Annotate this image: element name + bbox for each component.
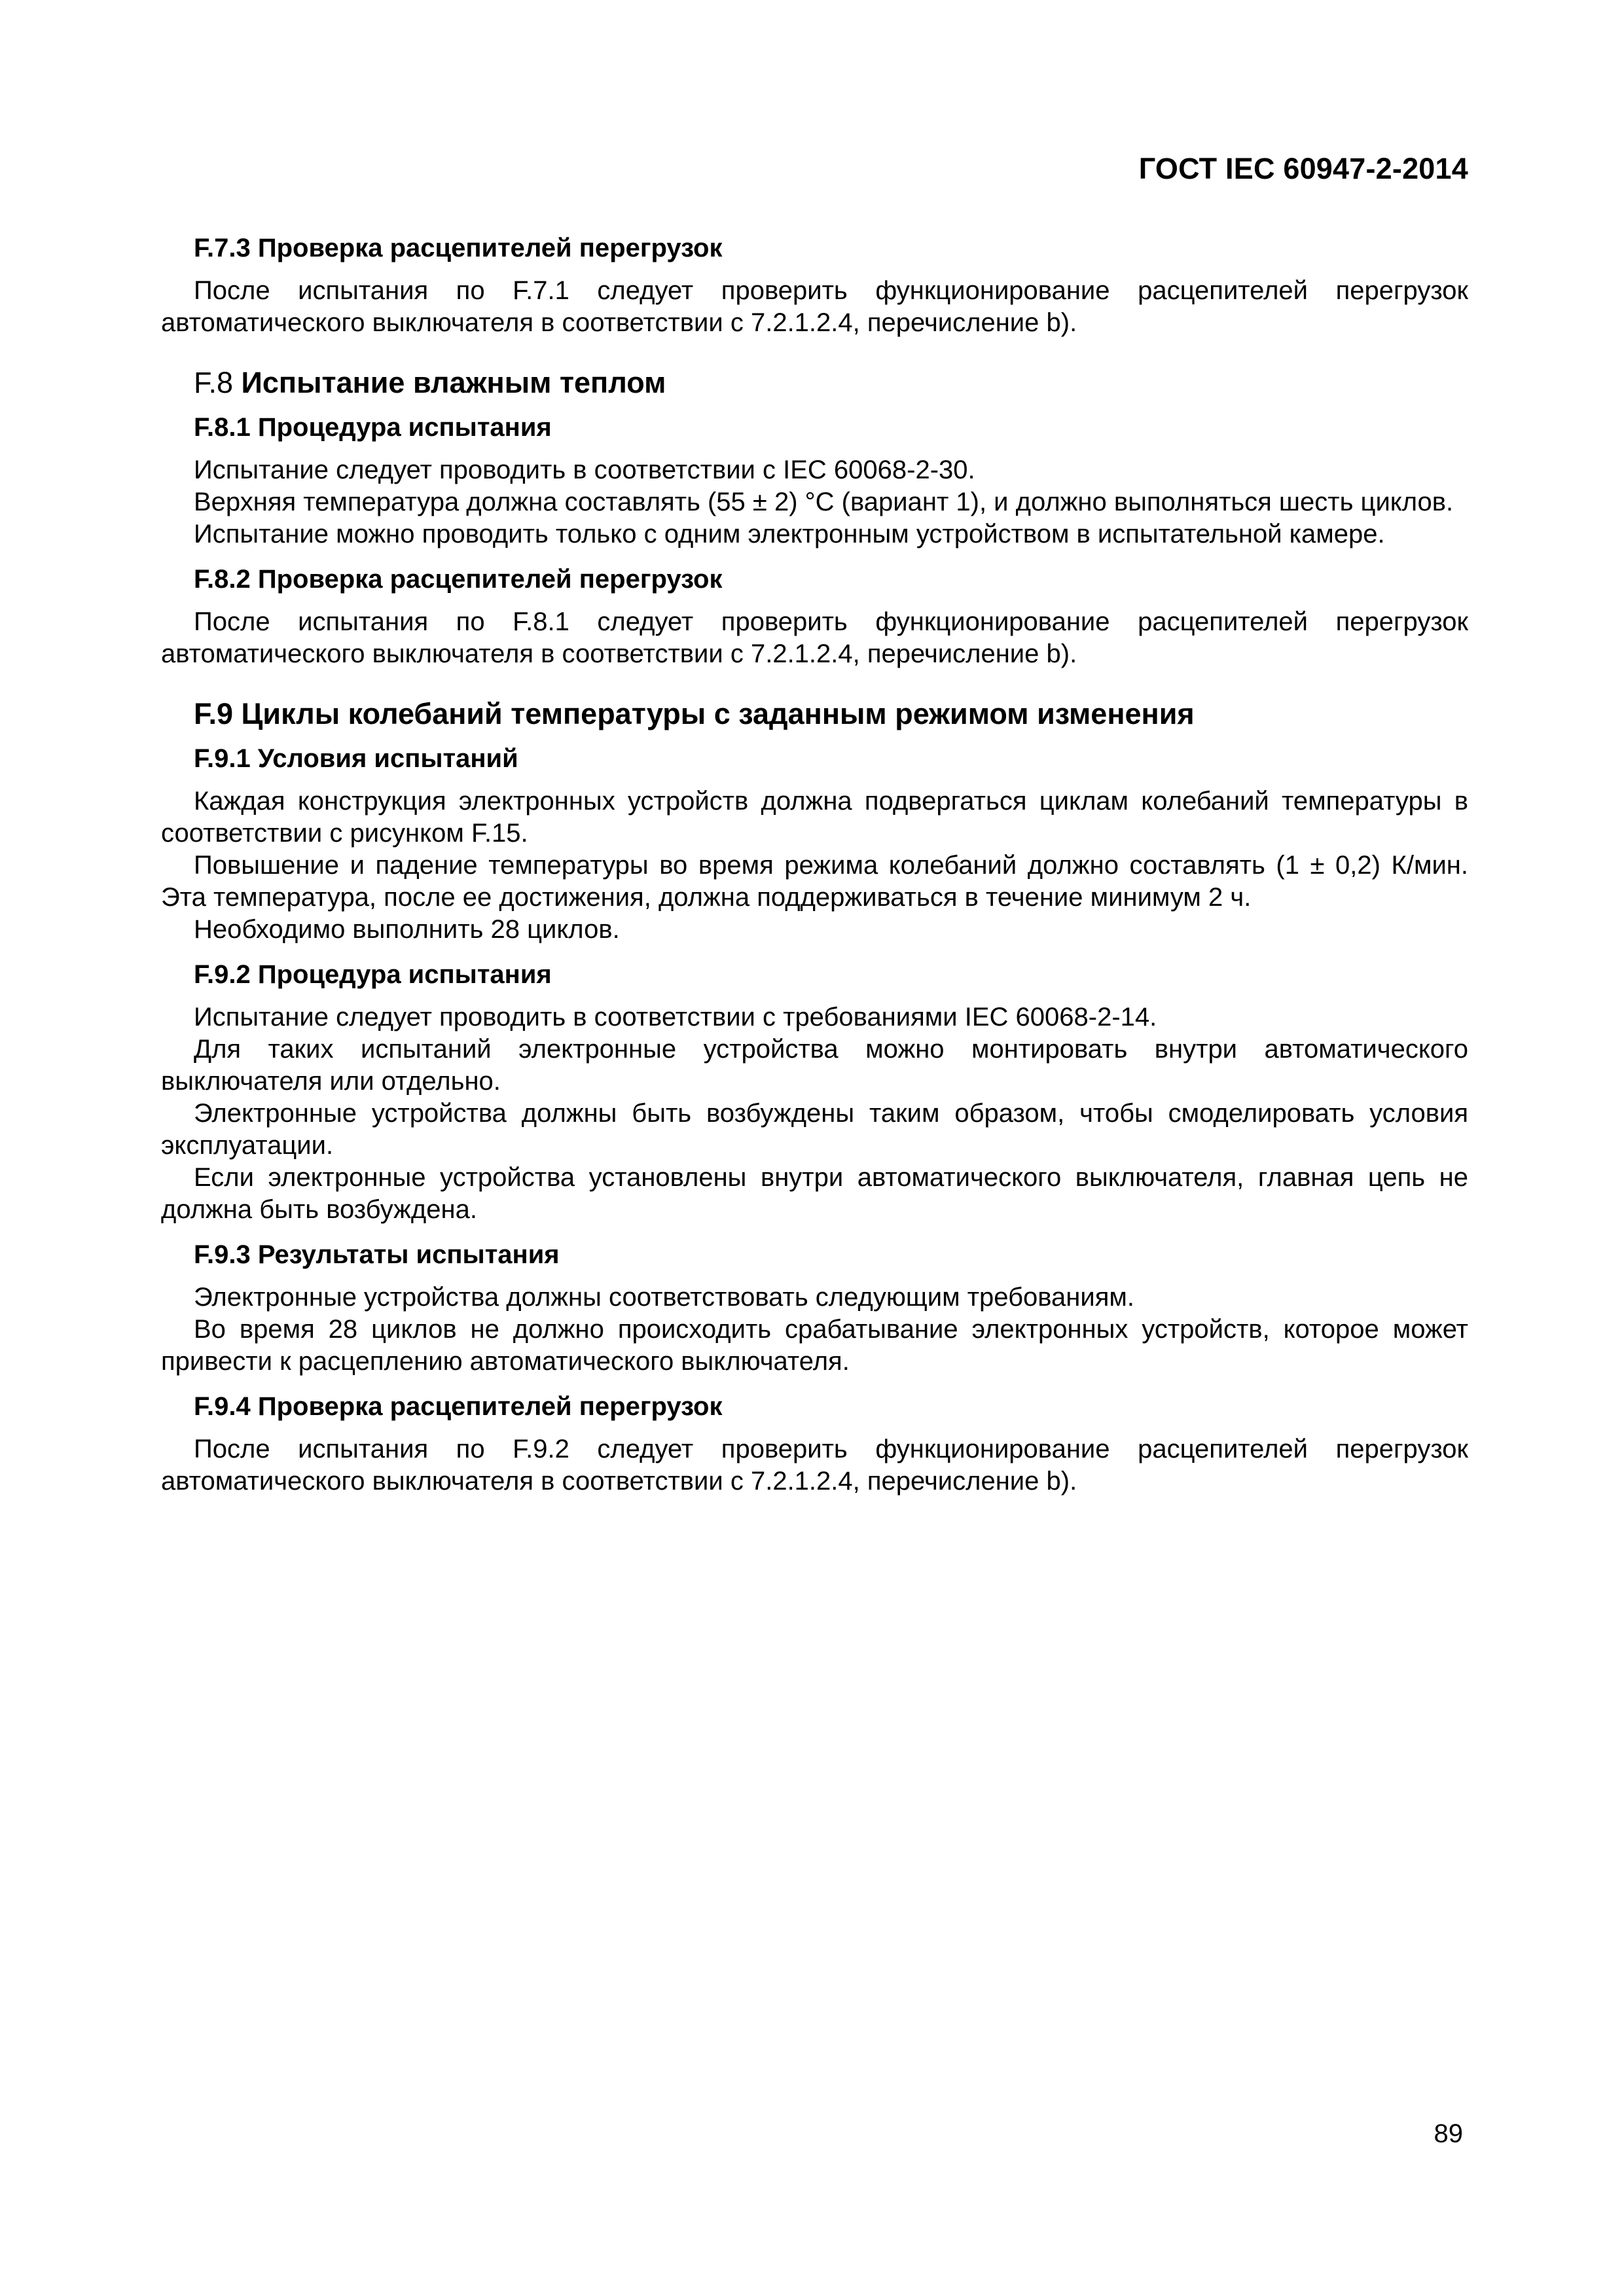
paragraph: Если электронные устройства установлены внутри автоматического выключателя, главная цепь не должна быть возбуждена.	[161, 1163, 1468, 1224]
paragraph: Электронные устройства должны соответствовать следующим требованиям.	[194, 1283, 1134, 1312]
paragraph: Электронные устройства должны быть возбуждены таким образом, чтобы смоделировать условия эксплуатации.	[161, 1099, 1468, 1160]
paragraph: Испытание можно проводить только с одним электронным устройством в испытательной камере.	[194, 520, 1385, 548]
section-heading-f91: F.9.1 Условия испытаний	[194, 744, 518, 773]
document-id-header: ГОСТ IEC 60947-2-2014	[1138, 152, 1468, 185]
paragraph: Испытание следует проводить в соответствии с IEC 60068-2-30.	[194, 456, 975, 484]
section-f82	[161, 564, 1468, 670]
section-f81	[161, 412, 1468, 550]
section-heading-f81: F.8.1 Процедура испытания	[194, 413, 552, 442]
paragraph: Повышение и падение температуры во время режима колебаний должно составлять (1 ± 0,2) К/мин. Эта температура, после ее достижения, должна поддерживаться в течение минимум 2 ч.	[161, 851, 1468, 912]
section-f94	[161, 1391, 1468, 1498]
paragraph: Необходимо выполнить 28 циклов.	[194, 915, 620, 944]
section-heading-f82: F.8.2 Проверка расцепителей перегрузок	[194, 565, 723, 594]
section-f92	[161, 959, 1468, 1226]
section-number: F.8	[194, 366, 234, 399]
section-heading-f9	[161, 698, 1468, 730]
paragraph: После испытания по F.7.1 следует проверить функционирование расцепителей перегрузок автоматического выключателя в соответствии с 7.2.1.2.4, перечисление b).	[161, 276, 1468, 337]
section-heading-f94: F.9.4 Проверка расцепителей перегрузок	[194, 1392, 723, 1421]
section-f93	[161, 1239, 1468, 1378]
paragraph: После испытания по F.8.1 следует проверить функционирование расцепителей перегрузок автоматического выключателя в соответствии с 7.2.1.2.4, перечисление b).	[161, 607, 1468, 668]
document-body	[161, 232, 1468, 1498]
section-number: F.9	[194, 697, 234, 730]
section-f9	[161, 698, 1468, 730]
section-heading-f73: F.7.3 Проверка расцепителей перегрузок	[194, 234, 723, 262]
section-f91	[161, 743, 1468, 946]
section-f8	[161, 367, 1468, 399]
section-heading-f93: F.9.3 Результаты испытания	[194, 1240, 560, 1269]
paragraph: Каждая конструкция электронных устройств должна подвергаться циклам колебаний температуры в соответствии с рисунком F.15.	[161, 787, 1468, 848]
section-f73	[161, 232, 1468, 339]
section-title: Циклы колебаний температуры с заданным режимом изменения	[241, 697, 1195, 730]
section-heading-f8	[161, 367, 1468, 399]
page-number: 89	[1434, 2119, 1463, 2148]
section-title: Испытание влажным теплом	[241, 366, 666, 399]
section-heading-f92: F.9.2 Процедура испытания	[194, 960, 552, 989]
paragraph: Верхняя температура должна составлять (55 ± 2) °С (вариант 1), и должно выполняться шесть циклов.	[194, 488, 1454, 516]
paragraph: После испытания по F.9.2 следует проверить функционирование расцепителей перегрузок автоматического выключателя в соответствии с 7.2.1.2.4, перечисление b).	[161, 1435, 1468, 1496]
paragraph: Испытание следует проводить в соответствии с требованиями IEC 60068-2-14.	[194, 1003, 1157, 1031]
paragraph: Для таких испытаний электронные устройства можно монтировать внутри автоматического выключателя или отдельно.	[161, 1035, 1468, 1096]
paragraph: Во время 28 циклов не должно происходить срабатывание электронных устройств, которое может привести к расцеплению автоматического выключателя.	[161, 1315, 1468, 1376]
